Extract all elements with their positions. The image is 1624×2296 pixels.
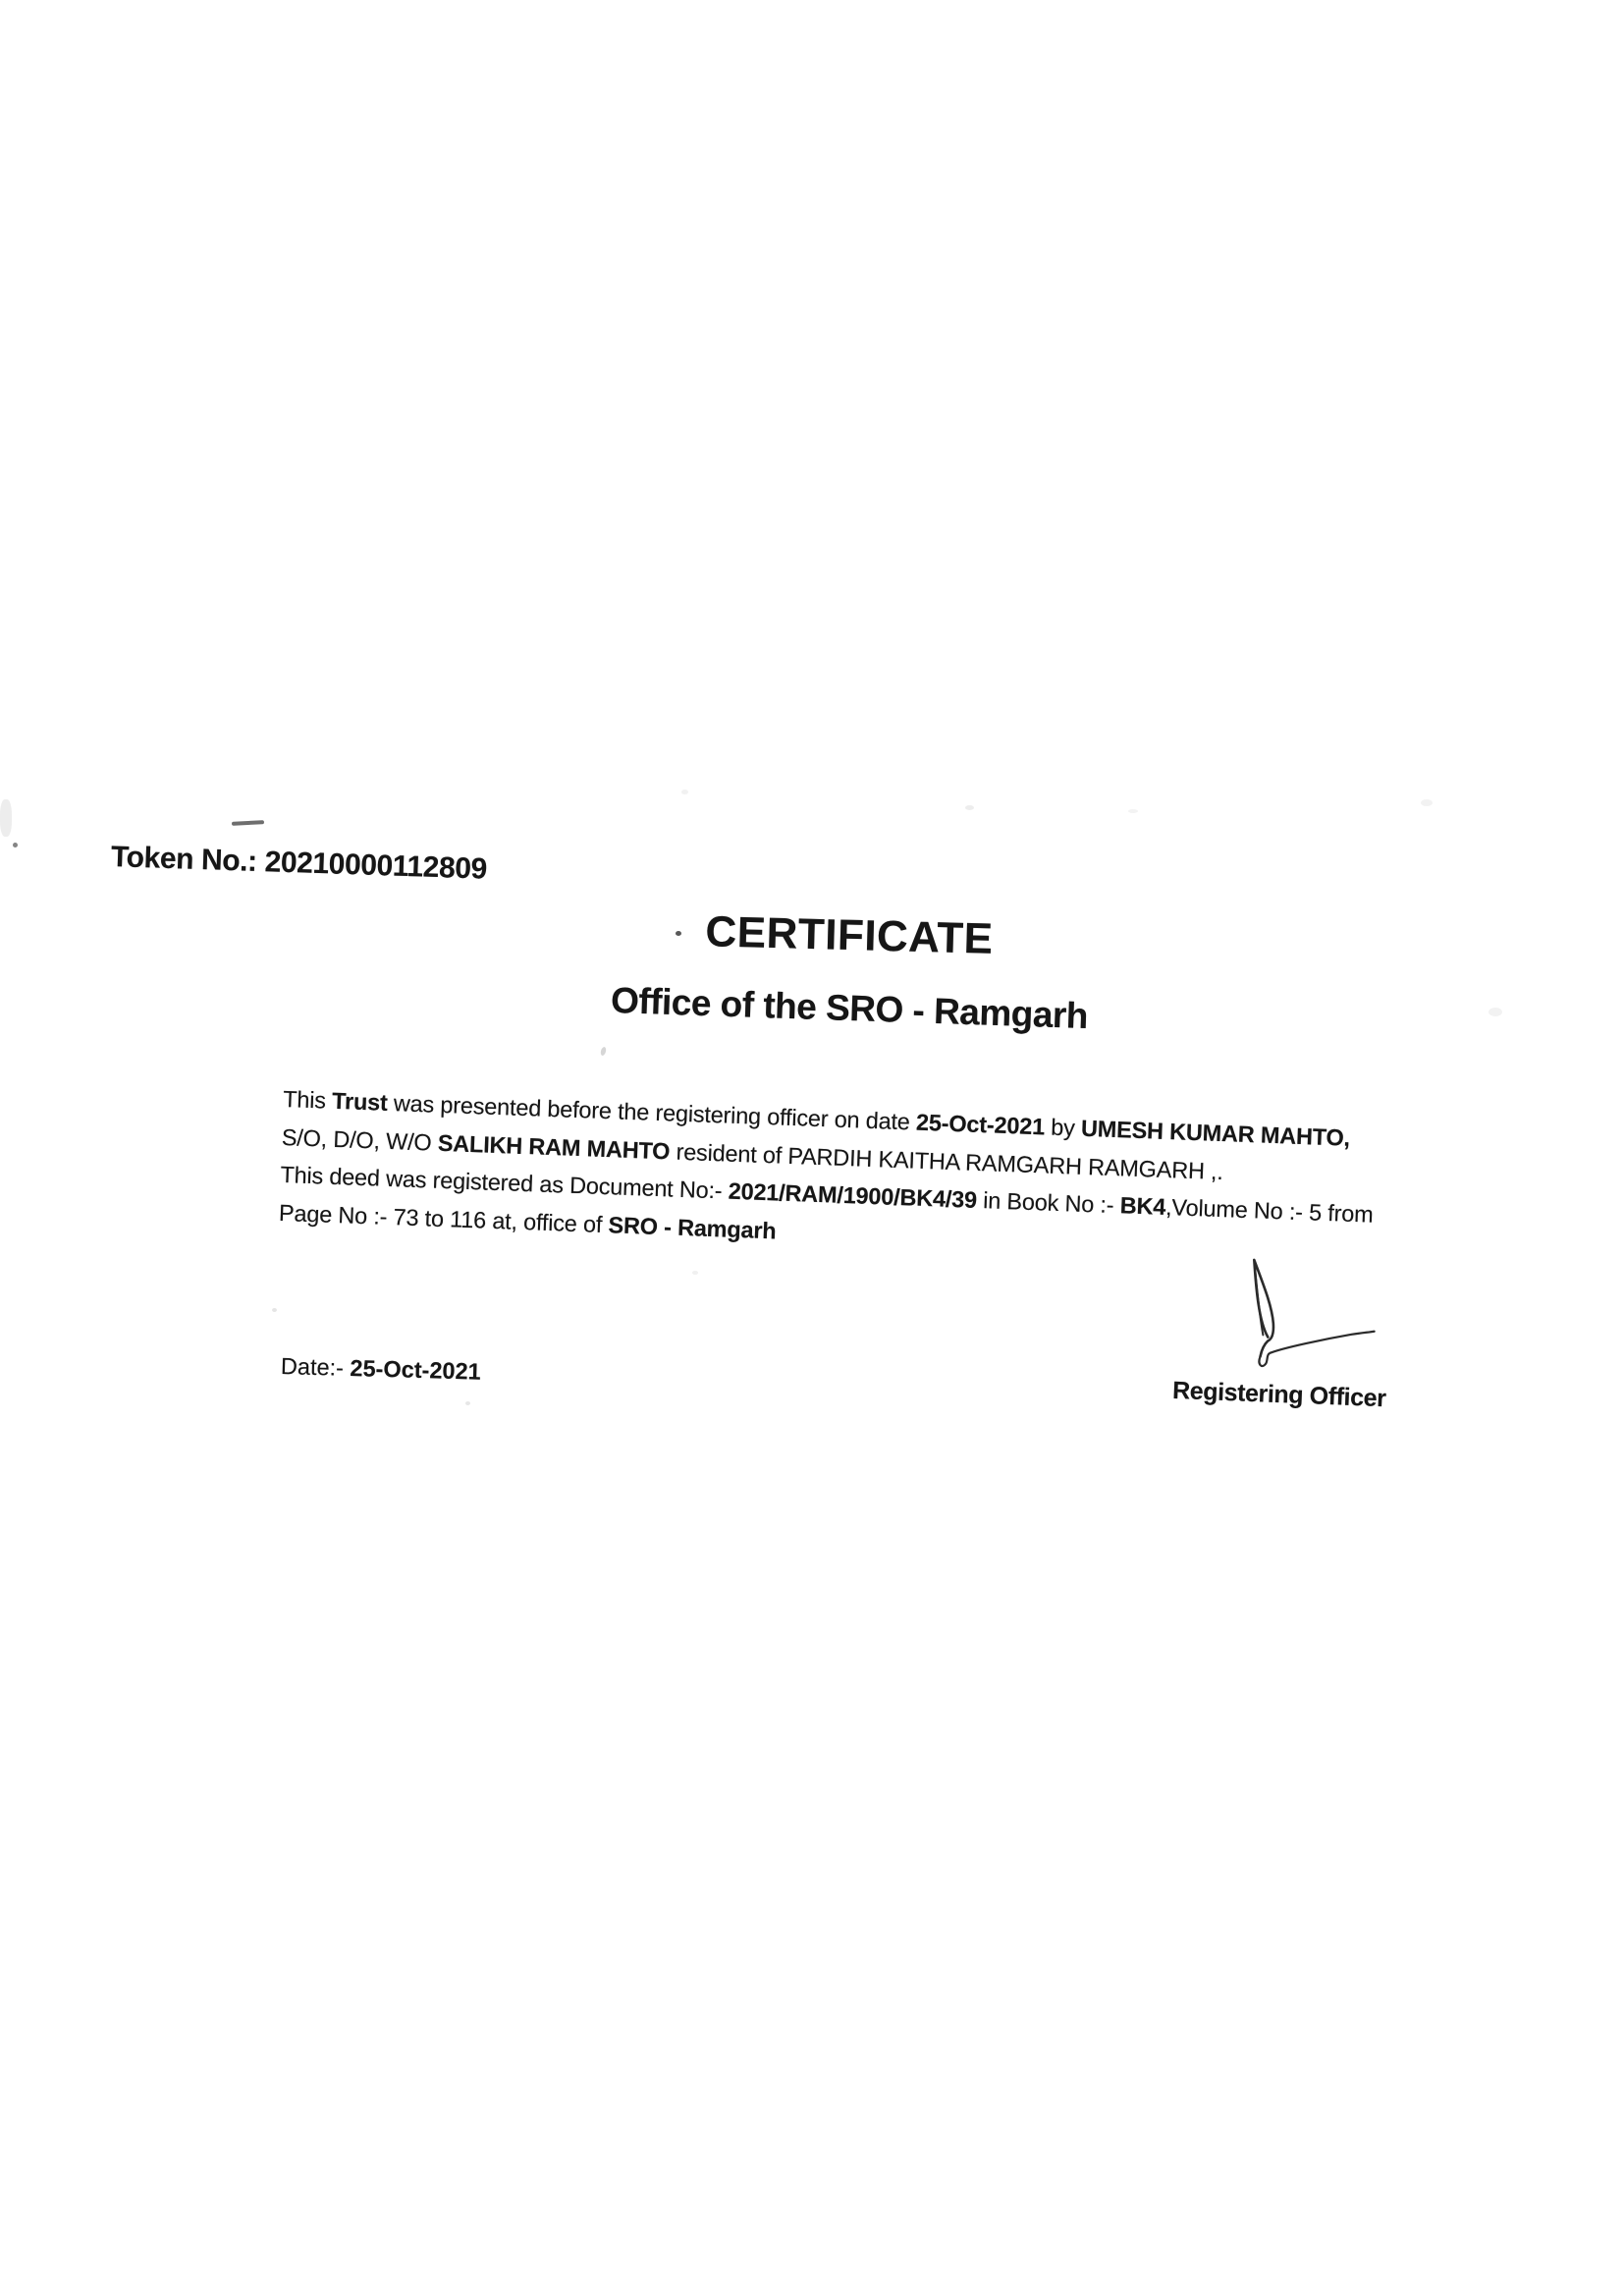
scan-artifact <box>13 843 18 847</box>
scan-artifact <box>692 1271 698 1275</box>
scan-artifact <box>965 805 974 810</box>
certificate-title: CERTIFICATE <box>704 907 995 963</box>
registering-officer-label: Registering Officer <box>1171 1376 1386 1413</box>
scan-artifact <box>1421 799 1433 806</box>
scan-artifact <box>465 1401 470 1405</box>
deed-paragraph-line: Page No :- 73 to 116 at, office of SRO - Ramgarh <box>278 1199 778 1243</box>
date-label: Date:- <box>280 1353 351 1381</box>
scan-artifact <box>600 1047 607 1057</box>
scan-artifact <box>0 799 12 837</box>
scan-artifact <box>1489 1008 1502 1016</box>
signature-block <box>1172 1241 1434 1415</box>
scan-artifact <box>232 820 264 826</box>
date-value: 25-Oct-2021 <box>350 1354 482 1385</box>
deed-paragraph-line: This Trust was presented before the registering officer on date 25-Oct-2021 by UMESH KUMAR MAHTO, <box>282 1085 1351 1151</box>
scan-artifact <box>1128 809 1138 813</box>
scan-artifact <box>681 790 688 794</box>
deed-paragraph-line: This deed was registered as Document No:- 2021/RAM/1900/BK4/39 in Book No :- BK4,Volume No :- 5 from <box>280 1161 1374 1228</box>
token-number: Token No.: 20210000112809 <box>110 841 488 886</box>
heading-section <box>290 907 1409 1037</box>
office-subtitle: Office of the SRO - Ramgarh <box>610 979 1089 1037</box>
officer-signature <box>1224 1243 1396 1387</box>
date-line <box>281 1353 481 1386</box>
scan-artifact <box>272 1308 277 1312</box>
deed-paragraph-line: S/O, D/O, W/O SALIKH RAM MAHTO resident of PARDIH KAITHA RAMGARH RAMGARH ,. <box>281 1123 1224 1184</box>
